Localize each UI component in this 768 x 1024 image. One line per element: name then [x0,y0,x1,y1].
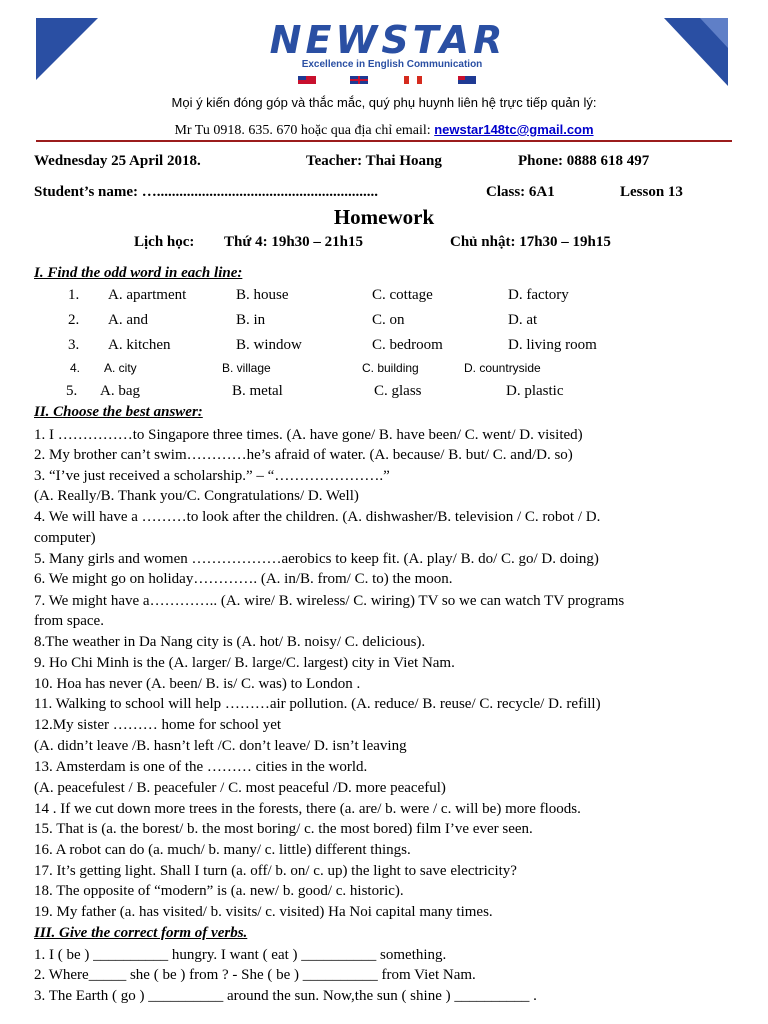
logo-tagline: Excellence in English Communication [301,59,483,70]
teacher-text: Teacher: Thai Hoang [306,153,442,169]
option-a: A. and [108,312,148,328]
question-line: 1. I ……………to Singapore three times. (A. have gone/ B. have been/ C. went/ D. visited) [34,427,583,443]
question-line: 18. The opposite of “modern” is (a. new/ b. good/ c. historic). [34,883,404,899]
option-c: C. on [372,312,405,328]
option-b: B. house [236,287,289,303]
row-number: 2. [68,312,80,328]
option-c: C. cottage [372,287,433,303]
question-line: (A. didn’t leave /B. hasn’t left /C. don’t leave/ D. isn’t leaving [34,738,407,754]
question-line: 7. We might have a………….. (A. wire/ B. wireless/ C. wiring) TV so we can watch TV programs [34,593,625,609]
class-text: Class: 6A1 [486,184,555,200]
option-d: D. factory [508,287,569,303]
schedule-weekday: Thứ 4: 19h30 – 21h15 [224,234,364,250]
exercise-line: 1. I ( be ) __________ hungry. I want ( eat ) __________ something. [34,947,447,963]
question-line: 16. A robot can do (a. much/ b. many/ c. little) different things. [34,842,411,858]
row-number: 1. [68,287,80,303]
exercise-line: 2. Where_____ she ( be ) from ? - She ( be ) __________ from Viet Nam. [34,967,476,983]
option-d: D. living room [508,337,597,353]
question-line: 8.The weather in Da Nang city is (A. hot/ B. noisy/ C. delicious). [34,634,426,650]
question-line: from space. [34,613,104,629]
option-c: C. glass [374,383,422,399]
option-a: A. city [104,361,137,375]
option-b: B. window [236,337,302,353]
lesson-text: Lesson 13 [620,184,683,200]
option-b: B. in [236,312,266,328]
row-number: 5. [66,383,78,399]
question-line: (A. peacefulest / B. peacefuler / C. most peaceful /D. more peaceful) [34,780,446,796]
option-a: A. bag [100,383,140,399]
option-d: D. plastic [506,383,564,399]
email-link[interactable]: newstar148tc@gmail.com [434,122,594,137]
flags-icon [298,76,476,84]
contact-phone-text: Mr Tu 0918. 635. 670 hoặc qua địa chỉ email: [174,123,435,138]
question-line: 4. We will have a ………to look after the children. (A. dishwasher/B. television / C. robot / D. [34,509,601,525]
schedule-label: Lịch học: [134,234,195,250]
option-b: B. metal [232,383,283,399]
question-line: 6. We might go on holiday…………. (A. in/B. from/ C. to) the moon. [34,571,453,587]
contact-line-2 [0,122,768,139]
option-c: C. building [362,361,419,375]
row-number: 4. [70,361,81,375]
exercise-line: 3. The Earth ( go ) __________ around the sun. Now,the sun ( shine ) __________ . [34,988,537,1004]
question-line: 9. Ho Chi Minh is the (A. larger/ B. large/C. largest) city in Viet Nam. [34,655,455,671]
option-d: D. at [508,312,538,328]
contact-line-1: Mọi ý kiến đóng góp và thắc mắc, quý phụ huynh liên hệ trực tiếp quản lý: [171,95,597,110]
section-3-heading: III. Give the correct form of verbs. [34,925,248,941]
option-d: D. countryside [464,361,541,375]
option-a: A. kitchen [108,337,171,353]
question-line: 10. Hoa has never (A. been/ B. is/ C. was) to London . [34,676,361,692]
page-title: Homework [333,205,435,229]
student-name-field: Student’s name: …........................................................... [34,184,379,200]
section-1-heading: I. Find the odd word in each line: [34,265,243,281]
question-line: 3. “I’ve just received a scholarship.” – “………………….” [34,468,390,484]
section-2-heading: II. Choose the best answer: [34,404,203,420]
question-line: 13. Amsterdam is one of the ……… cities in the world. [34,759,368,775]
date-text: Wednesday 25 April 2018. [34,153,201,169]
question-line: 14 . If we cut down more trees in the forests, there (a. are/ b. were / c. will be) more floods. [34,801,581,817]
option-c: C. bedroom [372,337,443,353]
question-line: (A. Really/B. Thank you/C. Congratulations/ D. Well) [34,488,359,504]
question-line: 11. Walking to school will help ………air pollution. (A. reduce/ B. reuse/ C. recycle/ D. refill) [34,696,601,712]
question-line: 5. Many girls and women ………………aerobics to keep fit. (A. play/ B. do/ C. go/ D. doing) [34,551,599,567]
header-divider [36,140,732,142]
phone-text: Phone: 0888 618 497 [518,153,650,169]
schedule-sunday: Chủ nhật: 17h30 – 19h15 [450,234,611,250]
question-line: 15. That is (a. the borest/ b. the most boring/ c. the most bored) film I’ve ever seen. [34,821,533,837]
question-line: 17. It’s getting light. Shall I turn (a. off/ b. on/ c. up) the light to save electricity? [34,863,517,879]
logo-left-triangle-icon [36,18,98,80]
question-line: 19. My father (a. has visited/ b. visits/ c. visited) Ha Noi capital many times. [34,904,493,920]
option-a: A. apartment [108,287,187,303]
question-line: computer) [34,530,96,546]
row-number: 3. [68,337,80,353]
logo-text: NEWSTAR [269,18,507,62]
option-b: B. village [222,361,271,375]
question-line: 2. My brother can’t swim…………he’s afraid of water. (A. because/ B. but/ C. and/D. so) [34,447,573,463]
question-line: 12.My sister ……… home for school yet [34,717,282,733]
